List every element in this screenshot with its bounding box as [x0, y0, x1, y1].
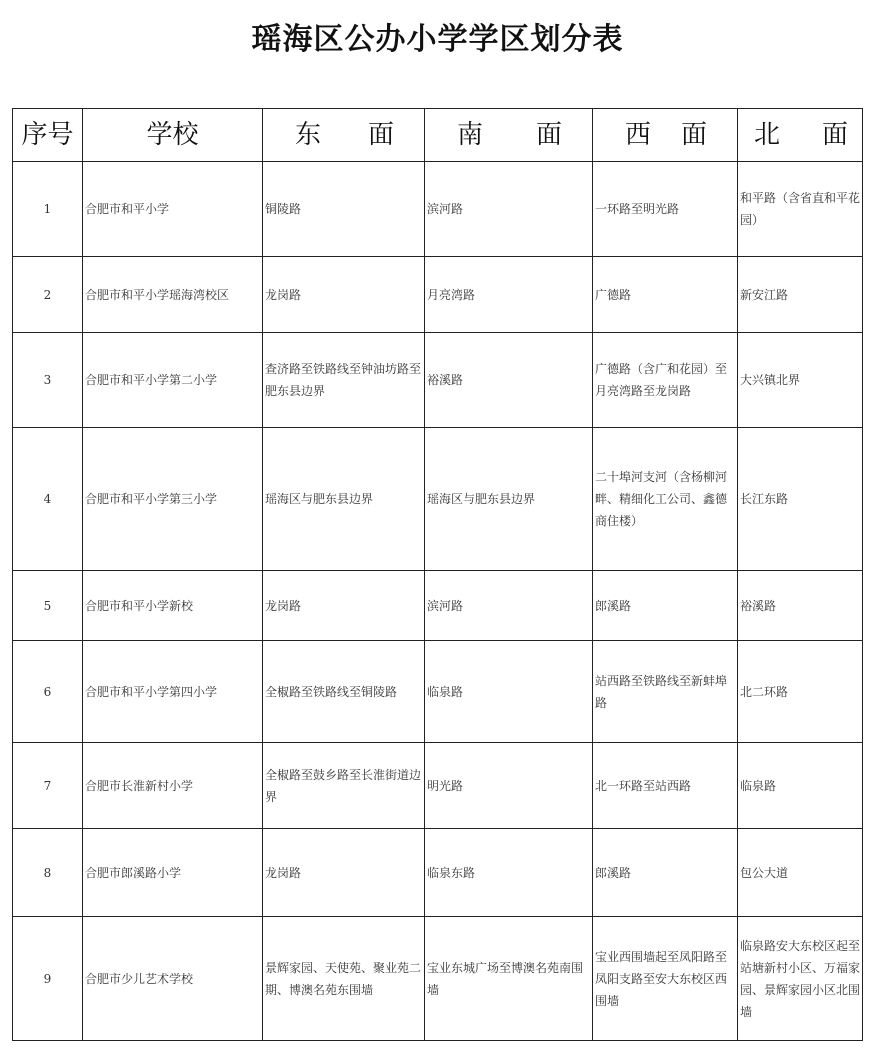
table-row — [13, 917, 863, 1041]
header-south — [425, 109, 593, 162]
cell-north: 临泉路 — [738, 743, 863, 829]
cell-school: 合肥市和平小学瑶海湾校区 — [83, 257, 263, 333]
cell-east: 查济路至铁路线至钟油坊路至肥东县边界 — [263, 333, 425, 428]
table-row — [13, 428, 863, 571]
cell-south: 明光路 — [425, 743, 593, 829]
cell-school: 合肥市和平小学第三小学 — [83, 428, 263, 571]
cell-north: 大兴镇北界 — [738, 333, 863, 428]
table-row — [13, 257, 863, 333]
cell-no: 2 — [13, 257, 83, 333]
header-east-char2: 面 — [367, 120, 394, 150]
cell-west: 郎溪路 — [593, 829, 738, 917]
cell-school: 合肥市和平小学 — [83, 162, 263, 257]
cell-no: 1 — [13, 162, 83, 257]
table-row — [13, 571, 863, 641]
cell-school: 合肥市郎溪路小学 — [83, 829, 263, 917]
header-south-char1: 南 — [457, 120, 484, 150]
cell-west: 站西路至铁路线至新蚌埠路 — [593, 641, 738, 743]
header-no: 序号 — [13, 109, 83, 162]
cell-north: 包公大道 — [738, 829, 863, 917]
cell-east: 龙岗路 — [263, 829, 425, 917]
header-east-char1: 东 — [295, 120, 322, 150]
cell-north: 长江东路 — [738, 428, 863, 571]
cell-west: 郎溪路 — [593, 571, 738, 641]
cell-north: 裕溪路 — [738, 571, 863, 641]
cell-south: 月亮湾路 — [425, 257, 593, 333]
cell-north: 北二环路 — [738, 641, 863, 743]
cell-south: 裕溪路 — [425, 333, 593, 428]
cell-east: 瑶海区与肥东县边界 — [263, 428, 425, 571]
cell-east: 龙岗路 — [263, 571, 425, 641]
header-north — [738, 109, 863, 162]
cell-school: 合肥市和平小学第二小学 — [83, 333, 263, 428]
cell-no: 7 — [13, 743, 83, 829]
table-row — [13, 829, 863, 917]
cell-east: 景辉家园、天使苑、聚业苑二期、博澳名苑东围墙 — [263, 917, 425, 1041]
cell-no: 9 — [13, 917, 83, 1041]
cell-north: 和平路（含省直和平花园） — [738, 162, 863, 257]
cell-west: 二十埠河支河（含杨柳河畔、精细化工公司、鑫德商住楼） — [593, 428, 738, 571]
cell-west: 广德路 — [593, 257, 738, 333]
cell-east: 全椒路至鼓乡路至长淮街道边界 — [263, 743, 425, 829]
cell-east: 全椒路至铁路线至铜陵路 — [263, 641, 425, 743]
table-row — [13, 743, 863, 829]
cell-no: 5 — [13, 571, 83, 641]
header-north-char1: 北 — [754, 120, 781, 150]
cell-south: 宝业东城广场至博澳名苑南围墙 — [425, 917, 593, 1041]
cell-school: 合肥市和平小学第四小学 — [83, 641, 263, 743]
cell-no: 6 — [13, 641, 83, 743]
cell-south: 滨河路 — [425, 162, 593, 257]
cell-south: 瑶海区与肥东县边界 — [425, 428, 593, 571]
cell-west: 一环路至明光路 — [593, 162, 738, 257]
cell-no: 4 — [13, 428, 83, 571]
page-title: 瑶海区公办小学学区划分表 — [251, 22, 624, 57]
cell-north: 临泉路安大东校区起至站塘新村小区、万福家园、景辉家园小区北围墙 — [738, 917, 863, 1041]
cell-south: 临泉路 — [425, 641, 593, 743]
cell-school: 合肥市少儿艺术学校 — [83, 917, 263, 1041]
table-row — [13, 333, 863, 428]
cell-school: 合肥市长淮新村小学 — [83, 743, 263, 829]
cell-south: 滨河路 — [425, 571, 593, 641]
cell-no: 8 — [13, 829, 83, 917]
cell-west: 广德路（含广和花园）至月亮湾路至龙岗路 — [593, 333, 738, 428]
header-row — [13, 109, 863, 162]
table-row — [13, 641, 863, 743]
header-east — [263, 109, 425, 162]
cell-south: 临泉东路 — [425, 829, 593, 917]
cell-west: 宝业西围墙起至凤阳路至凤阳支路至安大东校区西围墙 — [593, 917, 738, 1041]
cell-north: 新安江路 — [738, 257, 863, 333]
cell-west: 北一环路至站西路 — [593, 743, 738, 829]
cell-school: 合肥市和平小学新校 — [83, 571, 263, 641]
header-school: 学校 — [83, 109, 263, 162]
header-west-char2: 面 — [680, 120, 707, 150]
school-district-table — [12, 108, 863, 1041]
header-west — [593, 109, 738, 162]
cell-east: 铜陵路 — [263, 162, 425, 257]
header-south-char2: 面 — [535, 120, 562, 150]
header-north-char2: 面 — [821, 120, 848, 150]
cell-east: 龙岗路 — [263, 257, 425, 333]
table-row — [13, 162, 863, 257]
cell-no: 3 — [13, 333, 83, 428]
header-west-char1: 西 — [625, 120, 652, 150]
